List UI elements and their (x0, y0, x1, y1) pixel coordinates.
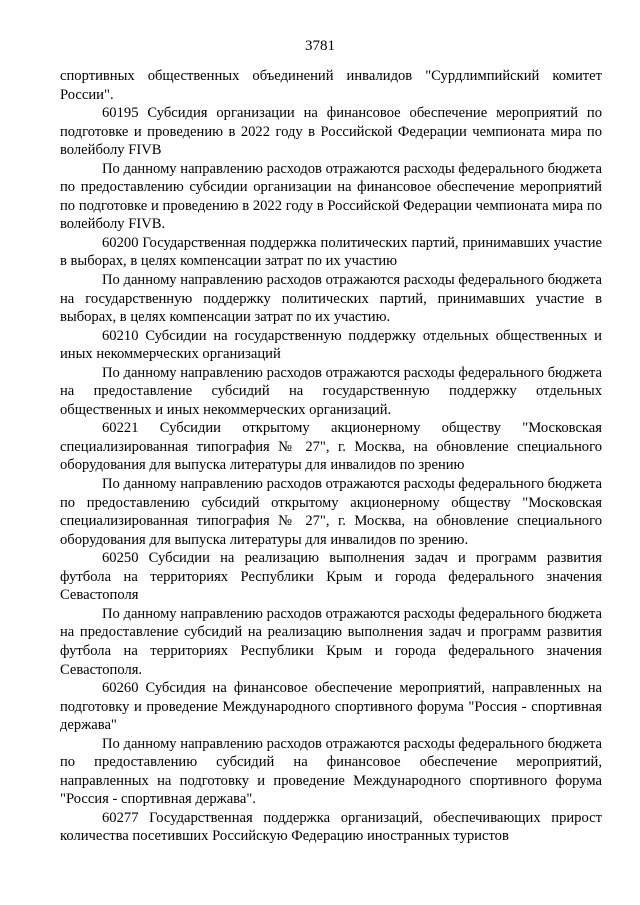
paragraph: По данному направлению расходов отражаются расходы федерального бюджета на государственную поддержку политических партий, принимавших участие в выборах, в целях компенсации затрат по их участию. (60, 272, 602, 326)
section-heading-60210: 60210 Субсидии на государственную поддержку отдельных общественных и иных некоммерческих организаций (60, 327, 602, 363)
section-heading-60200: 60200 Государственная поддержка политических партий, принимавших участие в выборах, в целях компенсации затрат по их участию (60, 234, 602, 270)
section-heading-60260: 60260 Субсидия на финансовое обеспечение мероприятий, направленных на подготовку и проведение Международного спортивного форума "Россия - спортивная держава" (60, 680, 602, 734)
section-heading-60250: 60250 Субсидии на реализацию выполнения задач и программ развития футбола на территориях Республики Крым и города федерального значения Севастополя (60, 550, 602, 604)
paragraph: По данному направлению расходов отражаются расходы федерального бюджета на предоставление субсидий на реализацию выполнения задач и программ развития футбола на территориях Республики Крым и города федерального значения Севастополя. (60, 605, 602, 678)
section-heading-60277: 60277 Государственная поддержка организаций, обеспечивающих прирост количества посетивших Российскую Федерацию иностранных туристов (60, 809, 602, 845)
document-body (60, 67, 602, 846)
section-heading-60195: 60195 Субсидия организации на финансовое обеспечение мероприятий по подготовке и проведению в 2022 году в Российской Федерации чемпионата мира по волейболу FIVB (60, 105, 602, 159)
paragraph: По данному направлению расходов отражаются расходы федерального бюджета по предоставлению субсидии организации на финансовое обеспечение мероприятий по подготовке и проведению в 2022 году в Российской Федерации чемпионата мира по волейболу FIVB. (60, 160, 602, 233)
paragraph: спортивных общественных объединений инвалидов "Сурдлимпийский комитет России". (60, 68, 602, 103)
paragraph: По данному направлению расходов отражаются расходы федерального бюджета по предоставлению субсидий на финансовое обеспечение мероприятий, направленных на подготовку и проведение Международного спортивного форума "Россия - спортивная держава". (60, 735, 602, 808)
section-heading-60221: 60221 Субсидии открытому акционерному обществу "Московская специализированная типография № 27", г. Москва, на обновление специального оборудования для выпуска литературы для инвалидов по зрению (60, 420, 602, 474)
paragraph: По данному направлению расходов отражаются расходы федерального бюджета на предоставление субсидий на государственную поддержку отдельных общественных и иных некоммерческих организаций. (60, 364, 602, 418)
paragraph: По данному направлению расходов отражаются расходы федерального бюджета по предоставлению субсидий открытому акционерному обществу "Московская специализированная типография № 27", г. Москва, на обновление специального оборудования для выпуска литературы для инвалидов по зрению. (60, 476, 602, 548)
page-number: 3781 (305, 38, 335, 54)
